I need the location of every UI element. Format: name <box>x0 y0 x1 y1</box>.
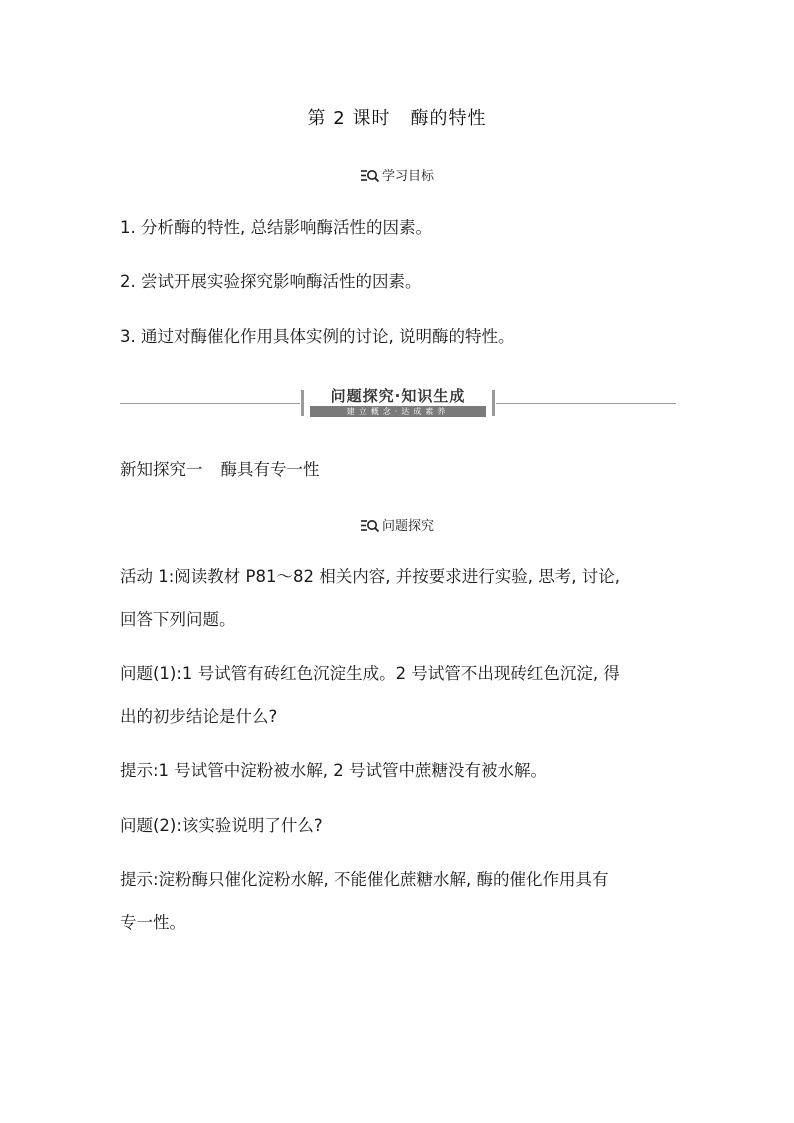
lesson-title <box>0 104 794 130</box>
objectives-heading-text: 学习目标 <box>381 169 434 184</box>
section-heading <box>120 456 320 480</box>
section-label: 新知探究一 <box>120 460 203 479</box>
section-topic: 酶具有专一性 <box>220 460 320 479</box>
magnifier-lines-icon <box>360 169 380 182</box>
banner-rule-left <box>120 403 300 404</box>
answer-2-line-1: 提示:淀粉酶只催化淀粉水解, 不能催化蔗糖水解, 酶的催化作用具有 <box>120 870 609 889</box>
banner-bar-left <box>301 390 304 416</box>
objective-item-1: 1. 分析酶的特性, 总结影响酶活性的因素。 <box>120 218 432 237</box>
objective-item-2: 2. 尝试开展实验探究影响酶活性的因素。 <box>120 272 422 291</box>
magnifier-lines-icon <box>360 519 380 532</box>
banner-rule-right <box>496 403 676 404</box>
banner-subtitle: 建立概念·达成素养 <box>310 406 486 417</box>
lesson-topic: 酶的特性 <box>410 108 487 129</box>
lesson-number: 第 2 课时 <box>307 108 391 129</box>
answer-2-line-2: 专一性。 <box>120 913 186 932</box>
activity-line-1: 活动 1:阅读教材 P81～82 相关内容, 并按要求进行实验, 思考, 讨论, <box>120 567 620 586</box>
section-banner <box>120 388 676 418</box>
question-2: 问题(2):该实验说明了什么? <box>120 816 323 835</box>
banner-center <box>310 388 486 418</box>
question-1-line-2: 出的初步结论是什么? <box>120 707 278 726</box>
inquiry-heading-text: 问题探究 <box>381 519 434 534</box>
objective-item-3: 3. 通过对酶催化作用具体实例的讨论, 说明酶的特性。 <box>120 327 515 346</box>
answer-1: 提示:1 号试管中淀粉被水解, 2 号试管中蔗糖没有被水解。 <box>120 761 548 780</box>
inquiry-heading <box>0 515 794 534</box>
banner-title: 问题探究·知识生成 <box>330 387 466 405</box>
question-1-line-1: 问题(1):1 号试管有砖红色沉淀生成。2 号试管不出现砖红色沉淀, 得 <box>120 664 620 683</box>
activity-line-2: 回答下列问题。 <box>120 610 236 629</box>
objectives-heading <box>0 165 794 184</box>
banner-bar-right <box>492 390 495 416</box>
